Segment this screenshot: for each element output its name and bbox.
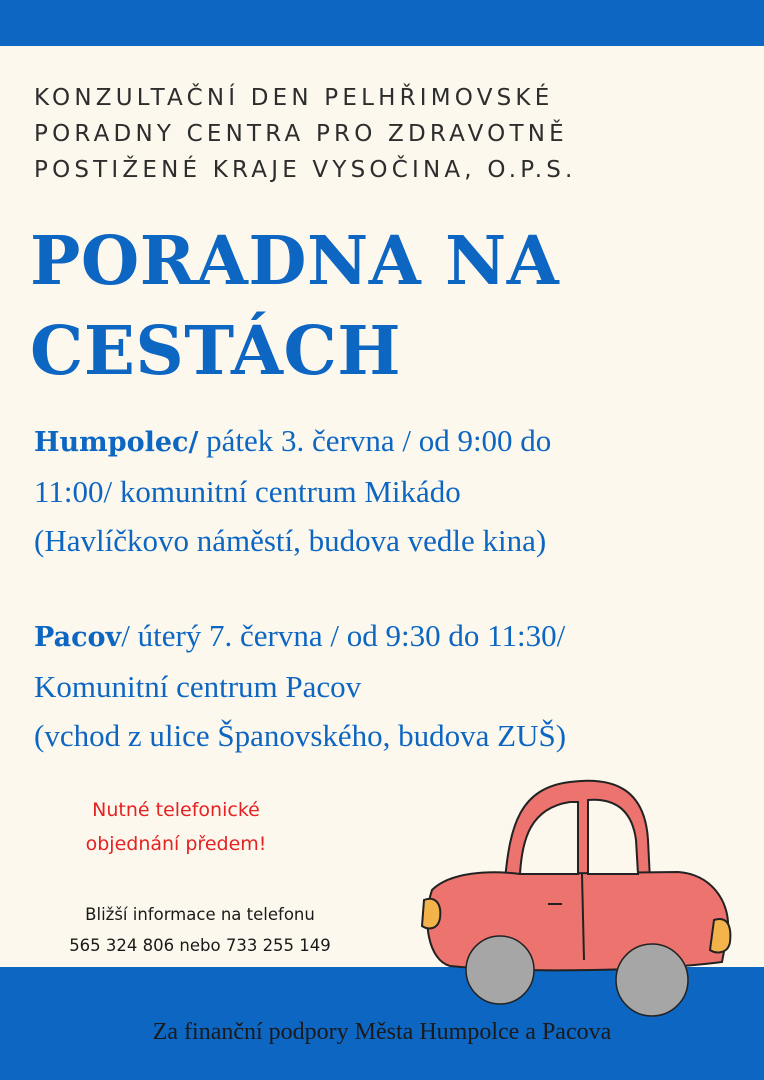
- event-humpolec-line-2: 11:00/ komunitní centrum Mikádo: [34, 474, 461, 509]
- top-bar: [0, 0, 764, 46]
- notice-line-2: objednání předem!: [85, 833, 267, 855]
- event-pacov: [34, 611, 754, 760]
- event-humpolec-date: pátek 3. června / od 9:00 do: [198, 423, 552, 458]
- event-pacov-place: Pacov: [34, 622, 122, 653]
- event-humpolec-line-1: [34, 416, 754, 467]
- event-humpolec-line-3: (Havlíčkovo náměstí, budova vedle kina): [34, 523, 547, 558]
- page-title: [30, 216, 750, 396]
- car-icon: [410, 770, 750, 1020]
- organizer-line-2: PORADNY CENTRA PRO ZDRAVOTNĚ: [34, 121, 568, 147]
- organizer-line-1: KONZULTAČNÍ DEN PELHŘIMOVSKÉ: [34, 85, 554, 111]
- title-line-2: CESTÁCH: [30, 311, 402, 390]
- event-humpolec: [34, 416, 754, 565]
- event-pacov-line-1: [34, 611, 754, 662]
- event-pacov-date: / úterý 7. června / od 9:30 do 11:30/: [121, 618, 566, 653]
- event-humpolec-place: Humpolec/: [34, 427, 199, 458]
- booking-notice: [46, 793, 306, 861]
- notice-line-1: Nutné telefonické: [92, 799, 260, 821]
- contact-label: Bližší informace na telefonu: [85, 905, 315, 924]
- funding-footer: Za finanční podpory Města Humpolce a Pacova: [152, 1019, 612, 1045]
- event-pacov-line-3: (vchod z ulice Španovského, budova ZUŠ): [34, 718, 567, 753]
- organizer-heading: [34, 80, 754, 188]
- title-line-1: PORADNA NA: [30, 221, 560, 300]
- contact-phones: 565 324 806 nebo 733 255 149: [69, 936, 331, 955]
- contact-info: [40, 899, 360, 961]
- organizer-line-3: POSTIŽENÉ KRAJE VYSOČINA, O.P.S.: [34, 157, 577, 183]
- event-pacov-line-2: Komunitní centrum Pacov: [34, 669, 362, 704]
